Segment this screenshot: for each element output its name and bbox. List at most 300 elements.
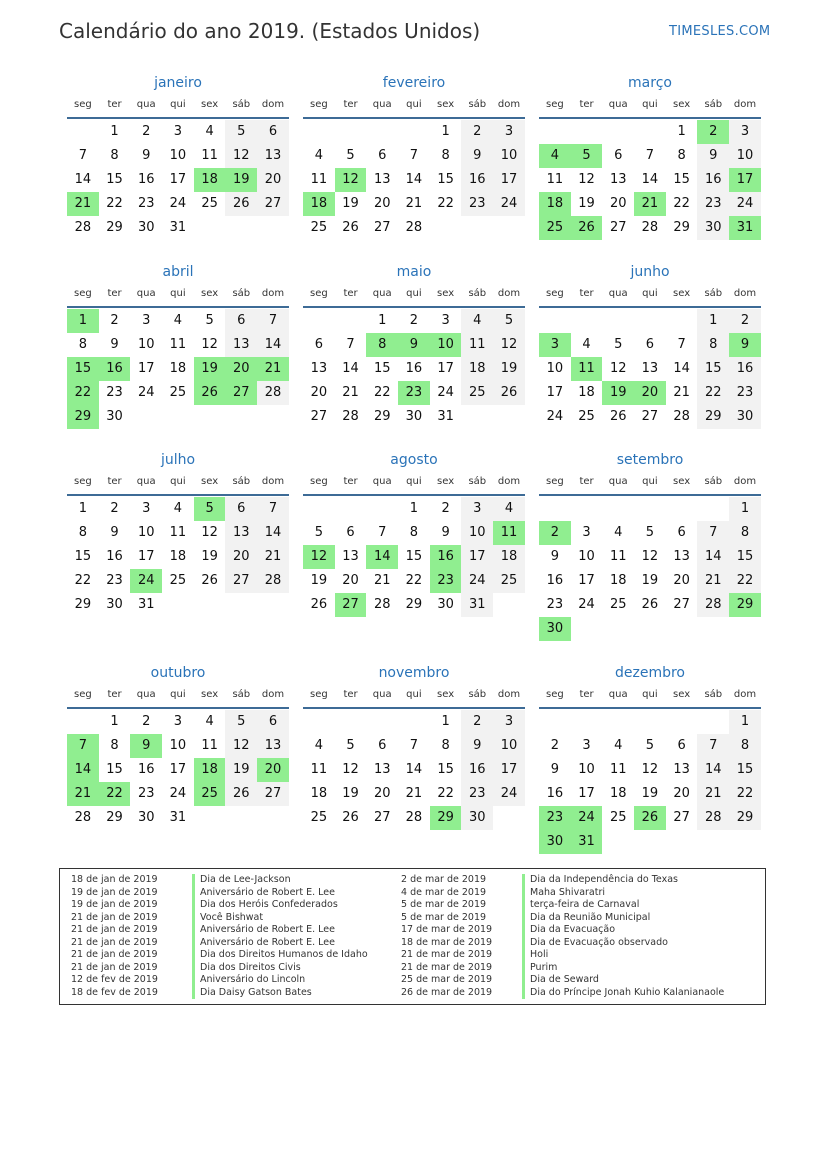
month-dezembro [539,661,761,854]
weekday-header [67,685,289,709]
day-cell: 24 [169,196,187,211]
day-cell: 8 [697,333,729,357]
legend-holiday-name: Você Bishwat [192,912,263,925]
weekday-label: qui [406,476,422,487]
month-abril [67,260,289,429]
day-cell: 15 [697,357,729,381]
day-cell: 18 [310,786,328,801]
weekday-label: dom [497,476,521,487]
day-cell: 25 [201,196,218,211]
weekday-label: qua [608,476,628,487]
day-cell: 25 [169,385,187,400]
day-cell: 29 [106,220,123,235]
day-cell: 15 [729,758,761,782]
empty-cell [602,120,634,144]
holiday-day: 20 [257,758,289,782]
weekday-label: sex [201,476,219,487]
day-cell: 20 [373,786,391,801]
day-cell: 28 [641,220,659,235]
day-cell: 29 [697,405,729,429]
day-cell: 24 [437,385,454,400]
day-cell: 17 [578,573,595,588]
day-cell: 13 [257,144,289,168]
day-cell: 28 [74,810,92,825]
weekday-label: sex [201,99,219,110]
day-cell: 16 [461,168,493,192]
day-cell: 22 [373,385,391,400]
day-grid [539,309,761,429]
day-cell: 2 [461,710,493,734]
empty-cell [602,710,634,734]
day-cell: 13 [225,521,257,545]
empty-cell [666,309,698,333]
legend-date: 5 de mar de 2019 [401,899,487,910]
month-março [539,71,761,240]
day-cell: 26 [609,409,627,424]
weekday-label: seg [73,689,92,700]
legend-holiday-name: Dia de Lee-Jackson [192,874,291,887]
day-cell: 16 [137,762,155,777]
day-cell: 11 [609,762,627,777]
day-cell: 14 [405,762,423,777]
weekday-label: sex [673,288,691,299]
month-name: dezembro [615,665,685,681]
empty-cell [366,497,398,521]
legend-date: 21 de jan de 2019 [71,961,158,973]
legend-date: 18 de fev de 2019 [71,986,158,998]
day-cell: 2 [110,313,119,328]
day-cell: 23 [546,597,564,612]
holiday-day: 15 [67,357,99,381]
day-cell: 5 [645,738,655,753]
day-cell: 5 [225,120,257,144]
day-cell: 8 [441,148,450,163]
month-junho [539,260,761,429]
legend-holiday-name: Dia de Seward [522,974,599,987]
empty-cell [634,497,666,521]
weekday-label: ter [343,689,358,700]
day-cell: 13 [673,549,690,564]
weekday-label: sex [673,689,691,700]
day-cell: 25 [169,573,187,588]
holiday-day: 18 [194,758,226,782]
weekday-label: dom [733,288,757,299]
legend-holiday-name: Dia dos Direitos Humanos de Idaho [192,949,368,962]
holiday-day: 23 [430,569,462,593]
day-cell: 6 [614,148,623,163]
day-cell: 20 [310,385,328,400]
day-cell: 9 [550,549,559,564]
day-grid [303,309,525,429]
day-cell: 27 [373,220,391,235]
legend-holiday-name: Dia do Príncipe Jonah Kuhio Kalanianaole [522,987,724,1000]
day-cell: 10 [461,521,493,545]
day-cell: 2 [409,313,419,328]
weekday-label: qui [170,689,186,700]
day-cell: 12 [578,172,595,187]
weekday-label: sex [201,288,219,299]
day-cell: 26 [225,192,257,216]
day-cell: 23 [137,196,155,211]
weekday-label: sáb [468,689,487,700]
weekday-label: dom [497,99,521,110]
holiday-day: 26 [571,216,603,240]
day-cell: 5 [205,313,214,328]
day-cell: 7 [677,337,686,352]
day-cell: 17 [437,361,454,376]
day-cell: 15 [405,549,423,564]
weekday-label: qua [372,99,392,110]
day-cell: 8 [110,148,119,163]
day-cell: 29 [106,810,123,825]
weekday-label: qui [642,689,658,700]
empty-cell [366,710,398,734]
holiday-day: 19 [602,381,634,405]
empty-cell [666,710,698,734]
legend-date: 21 de jan de 2019 [71,949,158,960]
holiday-day: 17 [729,168,761,192]
day-cell: 28 [257,569,289,593]
weekday-label: qui [642,99,658,110]
day-cell: 2 [110,501,119,516]
day-cell: 2 [550,738,559,753]
day-cell: 3 [173,124,183,139]
day-cell: 29 [405,597,423,612]
month-name: abril [162,264,194,280]
day-cell: 3 [142,501,151,516]
holiday-day: 2 [697,120,729,144]
day-cell: 7 [346,337,355,352]
month-maio [303,260,525,429]
legend-holiday-name: Dia de Evacuação observado [522,937,668,950]
day-cell: 13 [373,762,391,777]
day-cell: 3 [493,120,525,144]
day-cell: 3 [173,714,183,729]
day-cell: 13 [673,762,690,777]
day-cell: 30 [461,806,493,830]
day-cell: 27 [641,409,659,424]
day-cell: 19 [578,196,595,211]
weekday-label: ter [107,99,122,110]
weekday-label: sex [437,288,455,299]
day-cell: 24 [169,786,187,801]
day-cell: 9 [697,144,729,168]
weekday-label: qua [136,99,156,110]
day-cell: 5 [314,525,323,540]
day-cell: 27 [257,782,289,806]
day-cell: 3 [142,313,151,328]
month-fevereiro [303,71,525,240]
day-cell: 11 [310,172,328,187]
holiday-day: 14 [67,758,99,782]
weekday-label: sex [437,99,455,110]
legend-date: 25 de mar de 2019 [401,974,493,985]
weekday-label: dom [733,689,757,700]
weekday-label: seg [545,476,564,487]
holiday-day: 21 [67,782,99,806]
holiday-day: 9 [729,333,761,357]
day-cell: 27 [609,220,627,235]
weekday-label: dom [497,689,521,700]
day-cell: 26 [342,810,359,825]
day-cell: 23 [106,385,123,400]
page-title: Calendário do ano 2019. (Estados Unidos) [59,19,481,43]
day-cell: 9 [441,525,450,540]
day-cell: 25 [310,220,328,235]
month-janeiro [67,71,289,240]
day-cell: 24 [493,192,525,216]
legend-holiday-name: terça-feira de Carnaval [522,899,639,912]
empty-cell [398,710,430,734]
holiday-day: 26 [634,806,666,830]
weekday-label: qua [608,288,628,299]
legend-date: 26 de mar de 2019 [401,986,493,998]
day-cell: 13 [310,361,328,376]
day-cell: 15 [106,172,123,187]
day-cell: 23 [697,192,729,216]
day-cell: 6 [257,710,289,734]
day-cell: 5 [645,525,655,540]
day-cell: 9 [142,148,151,163]
day-cell: 28 [257,381,289,405]
day-cell: 6 [645,337,655,352]
day-cell: 14 [673,361,690,376]
holiday-day: 27 [225,381,257,405]
weekday-label: qui [406,689,422,700]
weekday-label: qui [170,99,186,110]
empty-cell [602,497,634,521]
day-cell: 18 [609,786,627,801]
day-cell: 28 [74,220,92,235]
legend-date: 2 de mar de 2019 [401,874,487,885]
day-grid [303,710,525,830]
day-cell: 2 [142,714,151,729]
empty-cell [634,710,666,734]
day-cell: 20 [373,196,391,211]
day-cell: 23 [137,786,155,801]
weekday-label: sáb [704,476,723,487]
holiday-day: 29 [430,806,462,830]
day-cell: 10 [493,144,525,168]
empty-cell [303,710,335,734]
legend-date: 4 de mar de 2019 [401,886,487,898]
day-cell: 8 [441,738,450,753]
day-cell: 17 [578,786,595,801]
day-cell: 30 [405,409,423,424]
weekday-label: seg [309,288,328,299]
holiday-day: 9 [130,734,162,758]
day-cell: 22 [697,381,729,405]
weekday-label: sáb [468,288,487,299]
empty-cell [539,120,571,144]
empty-cell [697,497,729,521]
weekday-label: sáb [232,99,251,110]
empty-cell [539,309,571,333]
weekday-label: sex [437,689,455,700]
day-cell: 30 [106,409,123,424]
day-cell: 9 [461,144,493,168]
legend-holiday-name: Dia dos Direitos Civis [192,962,301,975]
day-cell: 16 [729,357,761,381]
day-cell: 19 [310,573,328,588]
day-cell: 4 [582,337,591,352]
weekday-header [539,95,761,119]
empty-cell [634,120,666,144]
day-cell: 6 [378,738,387,753]
day-cell: 12 [201,337,218,352]
month-name: maio [396,264,432,280]
day-cell: 1 [697,309,729,333]
holiday-day: 31 [571,830,603,854]
holiday-day: 20 [225,357,257,381]
legend-date: 21 de mar de 2019 [401,949,493,960]
weekday-label: seg [545,99,564,110]
day-cell: 31 [461,593,493,617]
day-cell: 14 [641,172,659,187]
day-cell: 10 [546,361,564,376]
day-cell: 21 [697,782,729,806]
day-cell: 15 [74,549,92,564]
weekday-label: qui [406,288,422,299]
day-cell: 24 [137,385,155,400]
legend-date: 21 de jan de 2019 [71,911,158,923]
weekday-label: dom [261,476,285,487]
day-cell: 28 [697,806,729,830]
day-cell: 20 [609,196,627,211]
empty-cell [539,710,571,734]
day-cell: 4 [205,124,214,139]
weekday-label: ter [579,476,594,487]
weekday-label: qui [642,288,658,299]
weekday-label: ter [343,476,358,487]
weekday-label: sáb [232,476,251,487]
day-cell: 23 [729,381,761,405]
day-cell: 8 [78,337,87,352]
month-name: janeiro [154,75,202,91]
empty-cell [303,309,335,333]
day-cell: 4 [173,501,183,516]
day-cell: 14 [257,333,289,357]
day-cell: 30 [697,216,729,240]
day-cell: 13 [257,734,289,758]
day-grid [67,309,289,429]
legend-holiday-name: Holi [522,949,548,962]
weekday-label: qua [608,689,628,700]
weekday-label: dom [497,288,521,299]
day-cell: 25 [609,597,627,612]
day-cell: 24 [546,409,564,424]
day-cell: 29 [673,220,690,235]
day-cell: 7 [409,148,419,163]
holiday-day: 29 [729,593,761,617]
day-cell: 5 [346,148,355,163]
day-cell: 21 [697,569,729,593]
weekday-label: ter [107,288,122,299]
legend-date: 19 de jan de 2019 [71,886,158,898]
day-cell: 11 [609,549,627,564]
weekday-label: dom [261,288,285,299]
weekday-label: qua [372,476,392,487]
day-cell: 18 [169,549,187,564]
day-cell: 22 [729,569,761,593]
day-cell: 7 [697,521,729,545]
legend-holiday-name: Aniversário de Robert E. Lee [192,937,335,950]
day-cell: 23 [461,192,493,216]
day-cell: 16 [137,172,155,187]
day-cell: 30 [437,597,454,612]
day-cell: 15 [106,762,123,777]
holiday-day: 22 [67,381,99,405]
day-grid [539,497,761,641]
day-cell: 14 [74,172,92,187]
day-cell: 27 [225,569,257,593]
empty-cell [571,309,603,333]
day-cell: 12 [493,333,525,357]
month-name: fevereiro [382,75,446,91]
weekday-label: sáb [704,288,723,299]
day-cell: 19 [201,549,218,564]
day-cell: 25 [609,810,627,825]
day-cell: 1 [677,124,686,139]
day-cell: 18 [169,361,187,376]
day-grid [539,120,761,240]
day-cell: 18 [493,545,525,569]
day-cell: 1 [441,124,450,139]
day-cell: 14 [405,172,423,187]
holiday-day: 5 [571,144,603,168]
day-cell: 29 [729,806,761,830]
weekday-label: dom [261,689,285,700]
weekday-label: sex [201,689,219,700]
day-cell: 24 [461,569,493,593]
holiday-day: 1 [67,309,99,333]
weekday-header [67,284,289,308]
day-cell: 4 [205,714,214,729]
day-cell: 28 [405,220,423,235]
weekday-header [303,685,525,709]
brand-link[interactable]: TIMESLES.COM [669,24,771,39]
day-cell: 16 [546,573,564,588]
day-cell: 18 [609,573,627,588]
day-cell: 2 [729,309,761,333]
day-cell: 1 [409,501,419,516]
holiday-day: 10 [430,333,462,357]
weekday-header [539,284,761,308]
day-cell: 8 [729,734,761,758]
day-cell: 3 [582,525,591,540]
day-cell: 20 [225,545,257,569]
day-cell: 10 [578,762,595,777]
empty-cell [67,710,99,734]
day-cell: 15 [373,361,391,376]
day-cell: 22 [437,786,454,801]
legend-date: 12 de fev de 2019 [71,974,158,985]
day-cell: 3 [582,738,591,753]
day-cell: 10 [493,734,525,758]
holiday-day: 12 [335,168,367,192]
month-name: setembro [616,452,684,468]
day-cell: 4 [314,148,323,163]
day-cell: 1 [110,124,119,139]
weekday-label: qua [372,689,392,700]
holiday-day: 27 [335,593,367,617]
holiday-day: 19 [225,168,257,192]
day-cell: 17 [137,549,155,564]
holiday-day: 25 [539,216,571,240]
day-cell: 6 [677,738,686,753]
day-cell: 3 [493,710,525,734]
holiday-day: 16 [430,545,462,569]
